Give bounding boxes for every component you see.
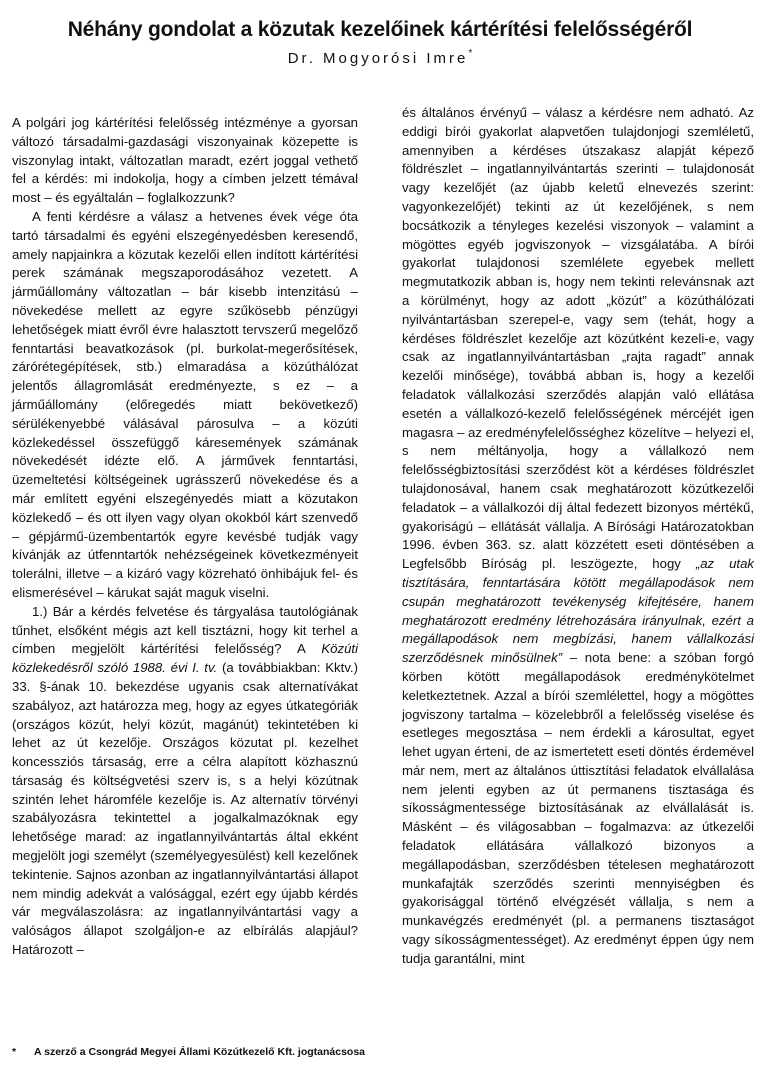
paragraph-continuation — [402, 104, 754, 969]
paragraph-point-1-body: (a továbbiakban: Kktv.) 33. §-ának 10. bekezdése ugyanis csak alternatívákat szabályoz, azt határozza meg, hogy az egyes útkategóriák (országos közút, helyi közút, magánút) tekintetében ki lehet az út kezelője. Országos közutat pl. kezelhet koncessziós társaság, erre a célra alapított közhasznú társaság és költségvetési szerv is, s a helyi közútnak szintén lehet háromféle kezelője is. Az alternatív törvényi szabályozásra tekintettel a jogalkalmazóknak egy lehetősége marad: az ingatlannyilvántartás által ekként megjelölt jogi személyt (személyegyesülést) kell kezelőnek tekintenie. Sajnos azonban az ingatlannyilvántartási állapot nem mindig adekvát a valósággal, ezért egy újabb kérdés vár megválaszolásra: az ingatlannyilvántartási vagy a valóságos állapot szolgáljon-e az elbírálás alapjául? Határozott – — [12, 660, 358, 958]
footnote — [12, 1046, 752, 1058]
continuation-text-b: – nota bene: a szóban forgó körben kötött megállapodások eredménykötelmet keletkeztetnek. Azzal a bírói szemlélettel, hogy a mögöttes jogviszony tartalma – közelebbről a felelősség viselése és esetleges megosztása – nem érdekli a károsultat, egyet lehet ugyan érteni, de az ismertetett eseti döntés érdemével már nem, mert az általános úttisztítási feladatok elvállalása nem jelenti egyben az út permanens tisztasága és síkosságmentessége biztosításának az elvállalását is. Másként – és világosabban – fogalmazva: az útkezelői feladatok ellátására vállalkozó bizonyos a megállapodásban, szerződésben tételesen meghatározott munkafajták szerződés szerinti mennyiségben és gyakorisággal történő elvégzését vállalja, s nem a munkavégzés eredményét (pl. a permanens tisztaságot vagy síkosságmentességet). Az eredményt éppen úgy nem tudja garantálni, mint — [402, 650, 754, 966]
left-column — [12, 114, 358, 960]
footnote-mark: * — [12, 1046, 17, 1058]
article-title: Néhány gondolat a közutak kezelőinek kártérítési felelősségéről — [67, 18, 693, 41]
paragraph-intro: A polgári jog kártérítési felelősség intézménye a gyorsan változó társadalmi-gazdasági viszonyainak közepette is viszonylag intakt, változatlan maradt, ezért joggal vethető fel a kérdés: mi indokolja, hogy a címben jelzett témával most – és egyáltalán – foglalkozzunk? — [12, 115, 358, 206]
court-quote: „az utak tisztítására, fenntartására kötött megállapodások nem csupán meghatározott tevékenység kifejtésére, hanem meghatározott eredmény létrehozására irányulnak, ezért a megállapodások nem megbízási, hanem vállalkozási szerződésnek minősülnek” — [402, 556, 754, 666]
paragraph-point-1-lead: 1.) Bár a kérdés felvetése és tárgyalása tautológiának tűnhet, elsőként mégis azt kell tisztázni, hogy kit terhel a címben megjelölt kártérítési felelősség? A — [12, 603, 358, 657]
article-author — [0, 50, 760, 67]
paragraph-reason: A fenti kérdésre a válasz a hetvenes évek vége óta tartó társadalmi és egyéni elszegényedésben keresendő, amely napjainkra a közutak kezelői ellen indított kártérítési perek számának megszaporodásához vezetett. A járműállomány változatlan – bár kisebb intenzitású – növekedése mellett az egyre szűkösebb pénzügyi lehetőségek miatt évről évre halasztott tervszerű megelőző fenntartási beavatkozások (pl. burkolat-megerősítések, zárórétegépítések, stb.) elmaradása a közúthálózat jelentős állagromlását eredményezte, s ez – a járműállomány (előregedés miatt bekövetkező) sérülékenyebbé válásával párosulva – a közúti közlekedéssel összefüggő káresemények számának növekedését idézte elő. A járművek fenntartási, üzemeltetési költségeinek ugrásszerű növekedése és a már említett egyéni elszegényedés miatt a közutakon közlekedő – és ott ilyen vagy olyan okokból kárt szenvedő – gépjármű-üzembentartók egyre kevésbé tudják vagy kívánják az útfenntartók nehézségeinek következményeit tolerálni, illetve – a kizáró vagy közreható önhibájuk fel- és elismerésével – kárukat saját maguk viselni. — [12, 208, 358, 600]
law-citation: Közúti közlekedésről szóló 1988. évi I. tv. — [12, 641, 358, 676]
author-name: Dr. Mogyorósi Imre — [287, 50, 469, 67]
right-column — [402, 104, 754, 969]
paragraph-point-1 — [12, 603, 358, 960]
continuation-text-a: és általános érvényű – válasz a kérdésre nem adható. Az eddigi bírói gyakorlat alapvetően tulajdonjogi szemléletű, amennyiben a kérdéses útszakasz alapját képező földrészlet – ingatlannyilvántartás szerinti – tulajdonosát vagy kezelőjét (az újabb keletű elnevezés szerint: vagyonkezelőjét) tekinti az út kezelőjének, s nem bocsátkozik a tényleges kezelési viszonyok – valamint a mögöttes egyéb jogviszonyok – vizsgálatába. A bírói gyakorlat tulajdonosi szemlélete egyebek mellett megmutatkozik abban is, hogy nem tekinti relevánsnak azt a körülményt, hogy az adott „közút” a közúthálózati nyilvántartásban szerepel-e, vagy sem (tehát, hogy a kérdéses földrészlet kezelője azt közútként kezeli-e, vagy csak az ingatlannyilvántartásban „rajta ragadt” annak kezelői minősége), továbbá abban is, hogy a kezelői feladatok vállalkozási szerződés alapján való ellátása esetén a vállalkozó-kezelő felelősségének mércéjét igen magasra – az eredményfelelősséghez közelítve – helyezi el, s nem méltányolja, hogy a vállalkozó nem felelősségbiztosítási szerződést köt a kérdéses földrészlet tulajdonosával, hanem csak meghatározott közútkezelői feladatok – a vállalkozói díj által fedezett bizonyos mértékű, gyakoriságú – ellátását vállalja. A Bírósági Határozatokban 1996. évben 363. sz. alatt közzétett eseti döntésében a Legfelsőbb Bíróság pl. leszögezte, hogy — [402, 105, 754, 572]
author-footnote-mark: * — [468, 48, 473, 59]
footnote-text: A szerző a Csongrád Megyei Állami Közútkezelő Kft. jogtanácsosa — [34, 1046, 366, 1058]
